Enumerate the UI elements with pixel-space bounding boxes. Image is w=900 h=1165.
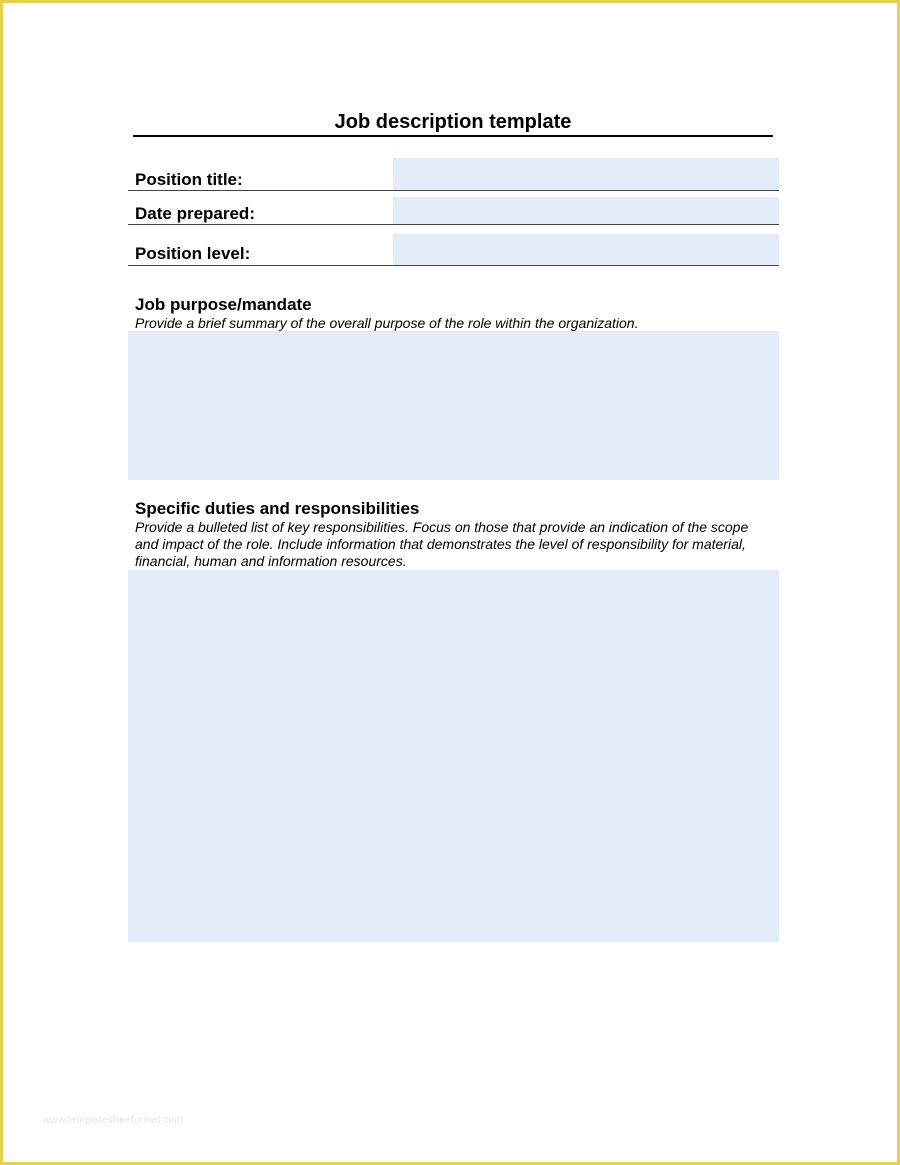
job-purpose-textarea[interactable] xyxy=(128,331,779,480)
position-level-rule xyxy=(128,265,779,266)
job-purpose-description: Provide a brief summary of the overall purpose of the role within the organization. xyxy=(135,315,639,331)
position-title-rule xyxy=(128,190,779,191)
date-prepared-label: Date prepared: xyxy=(135,204,255,223)
position-level-label: Position level: xyxy=(135,244,251,263)
date-prepared-field[interactable] xyxy=(393,197,779,224)
position-title-field[interactable] xyxy=(393,158,779,190)
job-purpose-heading: Job purpose/mandate xyxy=(135,295,312,314)
duties-description: Provide a bulleted list of key responsibilities. Focus on those that provide an indication of the scope and impact of the role. Include information that demonstrates the level of responsibility for material, financial, human and information resources. xyxy=(135,519,749,569)
title-underline xyxy=(133,135,773,137)
position-title-label: Position title: xyxy=(135,170,243,189)
date-prepared-rule xyxy=(128,224,779,225)
duties-textarea[interactable] xyxy=(128,570,779,942)
watermark-text: www.templatesfreeformat.com xyxy=(43,1115,183,1126)
position-level-field[interactable] xyxy=(393,234,779,265)
duties-heading: Specific duties and responsibilities xyxy=(135,499,420,518)
document-title: Job description template xyxy=(334,111,572,133)
